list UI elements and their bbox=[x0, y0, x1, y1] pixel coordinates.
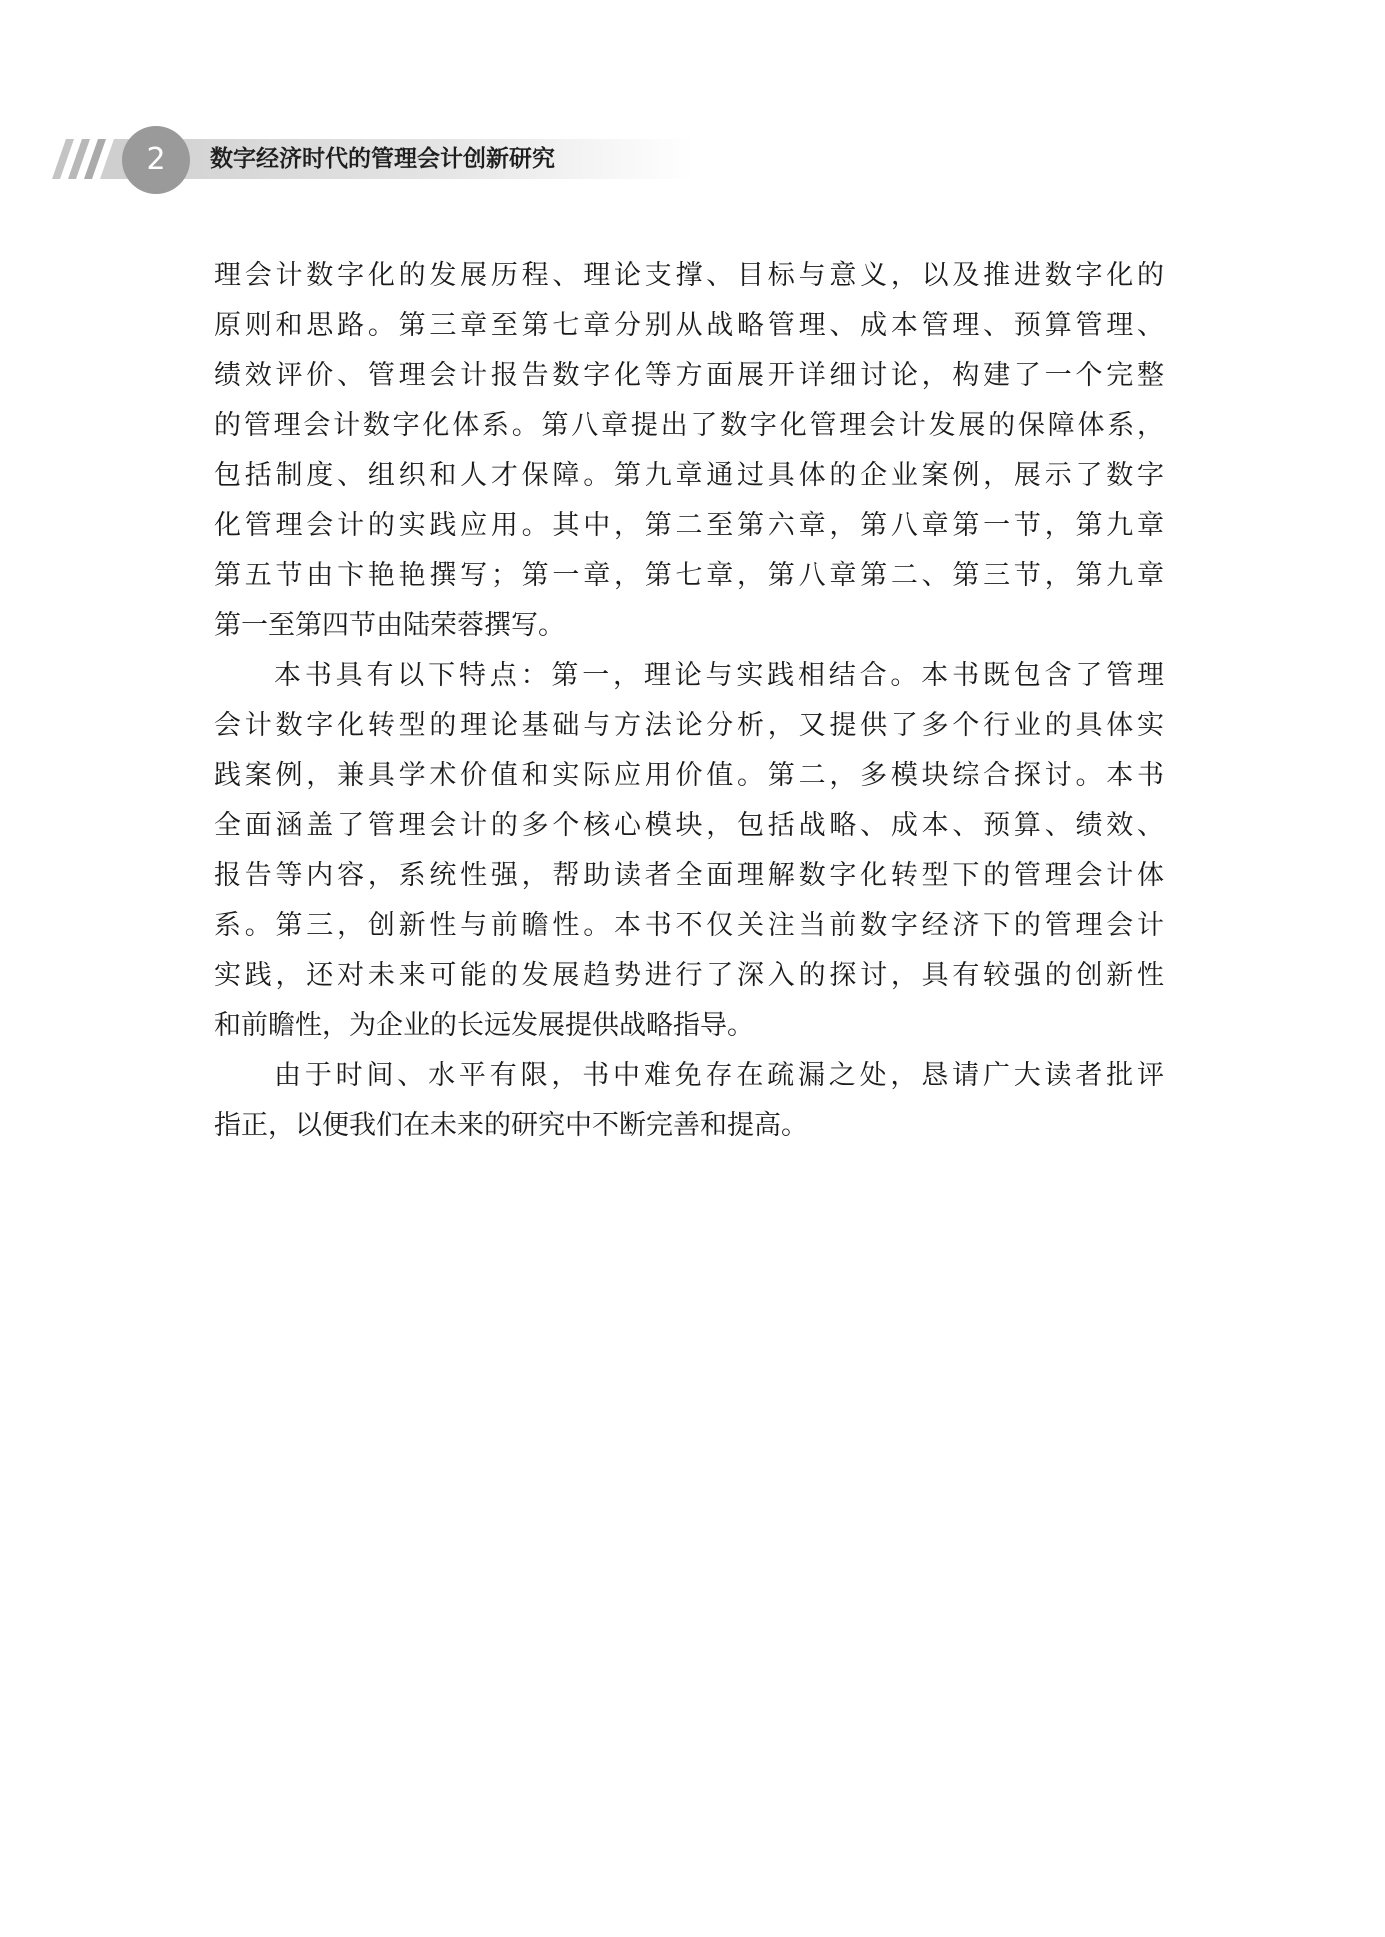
text-line: 全面涵盖了管理会计的多个核心模块，包括战略、成本、预算、绩效、 bbox=[214, 810, 1164, 841]
text-line: 系。第三，创新性与前瞻性。本书不仅关注当前数字经济下的管理会计 bbox=[214, 910, 1164, 941]
header-stripes-decoration bbox=[52, 139, 132, 179]
book-title: 数字经济时代的管理会计创新研究 bbox=[210, 146, 555, 172]
text-line: 理会计数字化的发展历程、理论支撑、目标与意义，以及推进数字化的 bbox=[214, 260, 1164, 291]
text-line: 践案例，兼具学术价值和实际应用价值。第二，多模块综合探讨。本书 bbox=[214, 760, 1164, 791]
running-header bbox=[0, 124, 1385, 196]
paragraph-3 bbox=[214, 1051, 1164, 1151]
text-line: 第一至第四节由陆荣蓉撰写。 bbox=[214, 610, 565, 641]
text-line: 绩效评价、管理会计报告数字化等方面展开详细讨论，构建了一个完整 bbox=[214, 360, 1164, 391]
text-line: 由于时间、水平有限，书中难免存在疏漏之处，恳请广大读者批评 bbox=[274, 1060, 1164, 1091]
paragraph-1 bbox=[214, 251, 1164, 651]
text-line: 指正，以便我们在未来的研究中不断完善和提高。 bbox=[214, 1110, 808, 1141]
page-number-badge bbox=[122, 126, 190, 194]
text-line: 化管理会计的实践应用。其中，第二至第六章，第八章第一节，第九章 bbox=[214, 510, 1164, 541]
text-line: 和前瞻性，为企业的长远发展提供战略指导。 bbox=[214, 1010, 754, 1041]
text-line: 本书具有以下特点：第一，理论与实践相结合。本书既包含了管理 bbox=[274, 660, 1164, 691]
body-text bbox=[214, 251, 1164, 1151]
text-line: 报告等内容，系统性强，帮助读者全面理解数字化转型下的管理会计体 bbox=[214, 860, 1164, 891]
page-number: 2 bbox=[146, 142, 166, 177]
text-line: 第五节由卞艳艳撰写；第一章，第七章，第八章第二、第三节，第九章 bbox=[214, 560, 1164, 591]
text-line: 的管理会计数字化体系。第八章提出了数字化管理会计发展的保障体系， bbox=[214, 410, 1164, 441]
text-line: 包括制度、组织和人才保障。第九章通过具体的企业案例，展示了数字 bbox=[214, 460, 1164, 491]
text-line: 会计数字化转型的理论基础与方法论分析，又提供了多个行业的具体实 bbox=[214, 710, 1164, 741]
paragraph-2 bbox=[214, 651, 1164, 1051]
text-line: 实践，还对未来可能的发展趋势进行了深入的探讨，具有较强的创新性 bbox=[214, 960, 1164, 991]
text-line: 原则和思路。第三章至第七章分别从战略管理、成本管理、预算管理、 bbox=[214, 310, 1164, 341]
